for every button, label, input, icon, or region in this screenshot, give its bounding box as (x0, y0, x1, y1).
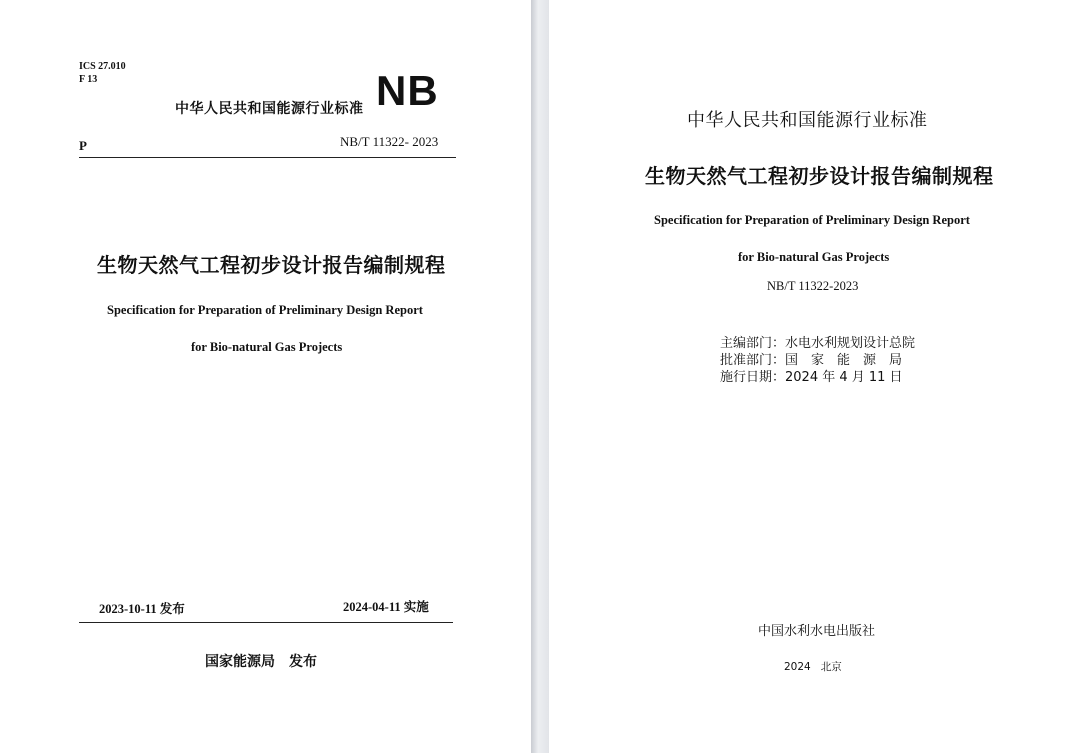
footer-rule (79, 622, 453, 623)
publish-date: 2023-10-11 发布 (99, 602, 185, 616)
cover-title-zh: 生物天然气工程初步设计报告编制规程 (97, 253, 446, 277)
implement-date: 2024-04-11 实施 (343, 600, 429, 614)
issuer-action: 发布 (289, 654, 317, 670)
header-rule (79, 157, 456, 158)
title-page-title-en-line2: for Bio-natural Gas Projects (738, 250, 890, 264)
issuer-name: 国家能源局 (205, 654, 275, 670)
chief-editor: 主编部门：水电水利规划设计总院 (720, 336, 916, 351)
title-page-title-zh: 生物天然气工程初步设计报告编制规程 (645, 164, 994, 188)
ics-code: ICS 27.010 (79, 61, 126, 72)
nb-logo: NB (376, 67, 439, 114)
title-page-organization: 中华人民共和国能源行业标准 (687, 110, 928, 131)
standard-organization: 中华人民共和国能源行业标准 (175, 101, 364, 117)
title-page-title-en-line1: Specification for Preparation of Preliminary Design Report (654, 213, 970, 227)
publish-city: 北京 (820, 661, 842, 673)
publisher: 中国水利水电出版社 (758, 624, 876, 639)
page-gutter (531, 0, 549, 753)
ccs-code: F 13 (79, 74, 98, 85)
title-page-standard-number: NB/T 11322-2023 (767, 279, 859, 293)
title-page-info-block (720, 335, 915, 386)
effective-date: 施行日期：2024 年 4 月 11 日 (720, 370, 903, 385)
cover-title-en-line1: Specification for Preparation of Preliminary Design Report (107, 303, 423, 317)
ics-code-block (79, 60, 126, 86)
publish-year: 2024 (784, 661, 811, 673)
approver: 批准部门：国 家 能 源 局 (720, 353, 903, 368)
cover-title-en-line2: for Bio-natural Gas Projects (191, 340, 343, 354)
publish-place (784, 659, 842, 674)
classification-code: P (79, 138, 87, 153)
issuer-line (205, 651, 317, 671)
standard-number: NB/T 11322- 2023 (340, 134, 439, 149)
